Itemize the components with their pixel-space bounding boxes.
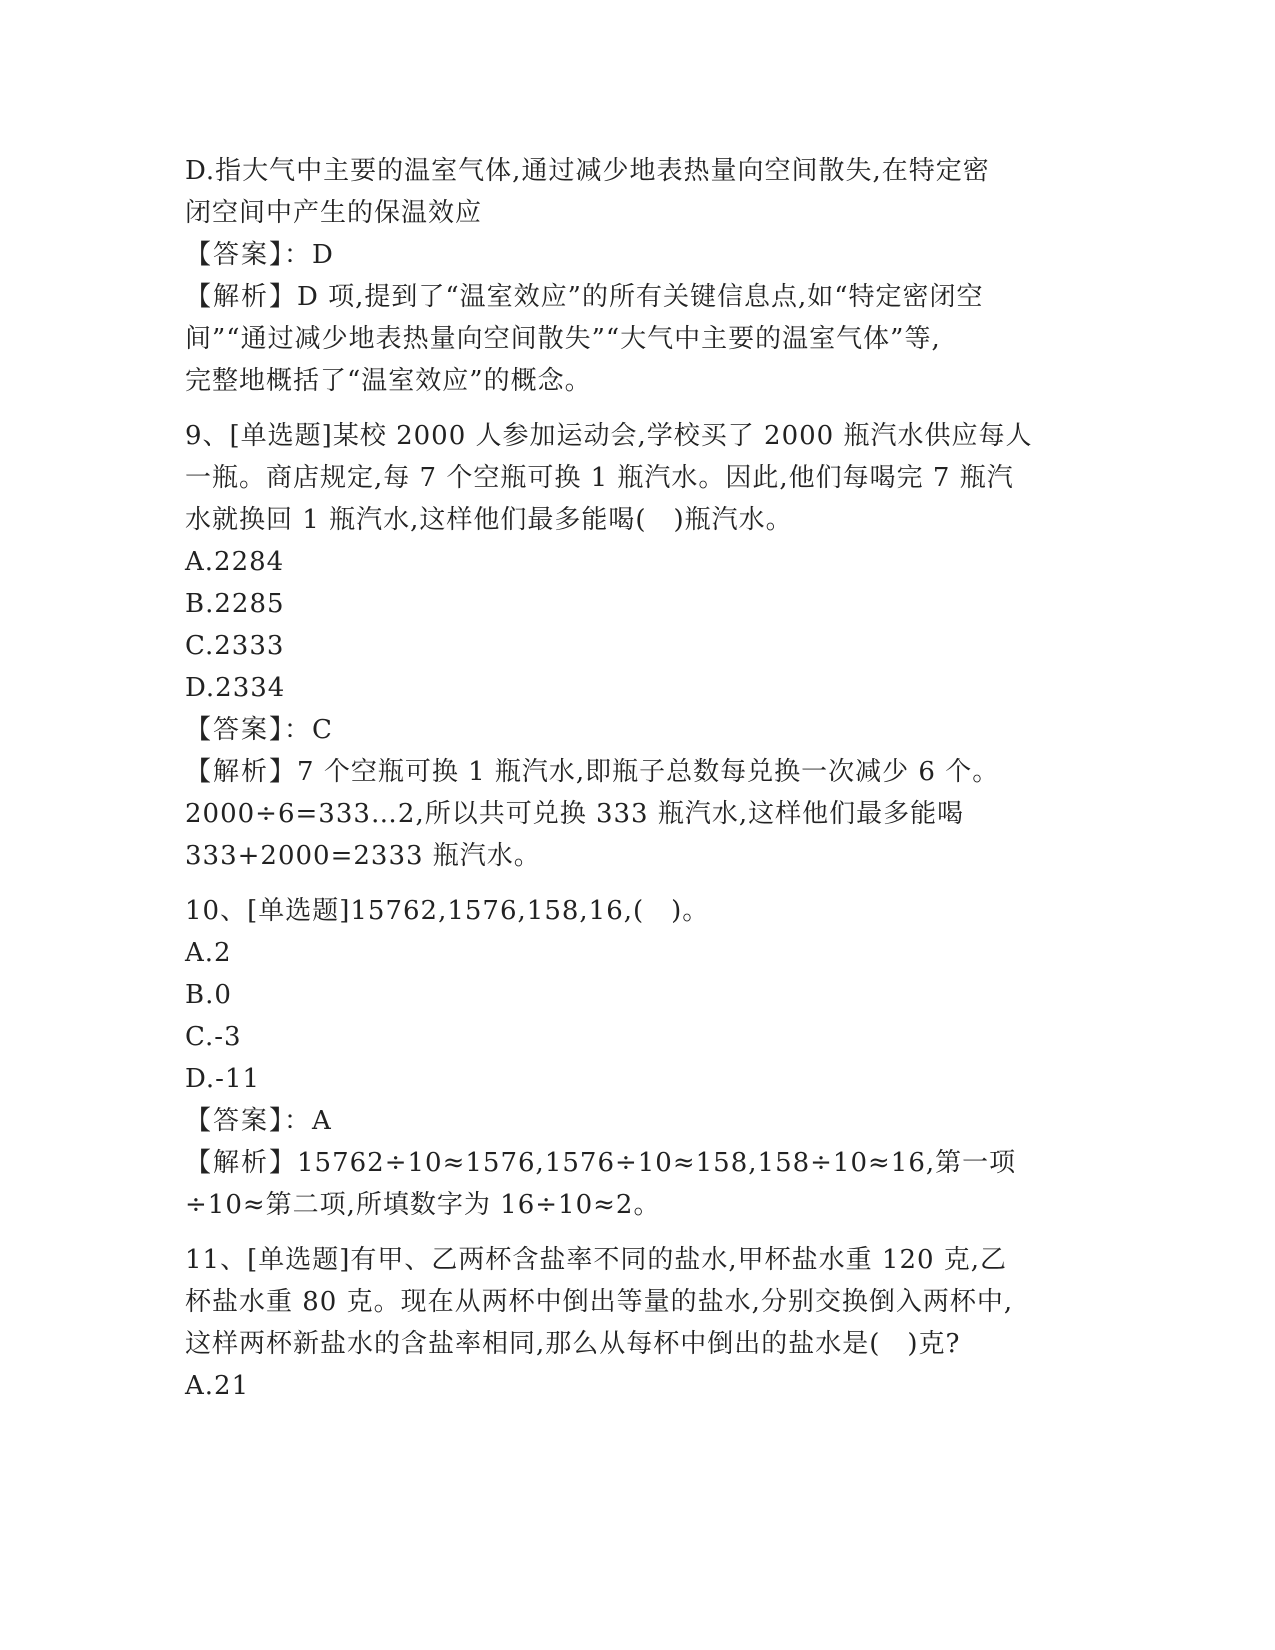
analysis-line-2: 2000÷6=333…2,所以共可兑换 333 瓶汽水,这样他们最多能喝	[185, 799, 965, 829]
analysis-text: 15762÷10≈1576,1576÷10≈158,158÷10≈16,第一项	[297, 1148, 1017, 1178]
analysis-label: 【解析】	[185, 282, 298, 312]
analysis-line-1	[185, 1142, 1085, 1184]
answer-value: C	[312, 715, 333, 745]
option-c: C.-3	[185, 1022, 242, 1052]
option-d-line-1: D.指大气中主要的温室气体,通过减少地表热量向空间散失,在特定密	[185, 156, 990, 186]
answer-label: 【答案】：	[185, 1106, 313, 1136]
answer-line	[185, 234, 1085, 276]
question-stem-line: 水就换回 1 瓶汽水,这样他们最多能喝( )瓶汽水。	[185, 505, 793, 535]
question-stem-line: 这样两杯新盐水的含盐率相同,那么从每杯中倒出的盐水是( )克?	[185, 1329, 961, 1359]
answer-line	[185, 709, 1085, 751]
document-page	[185, 150, 1085, 1407]
analysis-line-3: 完整地概括了“温室效应”的概念。	[185, 366, 592, 396]
analysis-text: 7 个空瓶可换 1 瓶汽水,即瓶子总数每兑换一次减少 6 个。	[297, 757, 1000, 787]
answer-line	[185, 1100, 1085, 1142]
option-a: A.2284	[185, 547, 285, 577]
option-a: A.2	[185, 938, 232, 968]
analysis-text: D 项,提到了“温室效应”的所有关键信息点,如“特定密闭空	[297, 282, 984, 312]
option-b: B.2285	[185, 589, 285, 619]
option-d: D.2334	[185, 673, 286, 703]
answer-label: 【答案】：	[185, 715, 313, 745]
question-stem-line: 11、[单选题]有甲、乙两杯含盐率不同的盐水,甲杯盐水重 120 克,乙	[185, 1245, 1008, 1275]
answer-value: D	[312, 240, 334, 270]
analysis-label: 【解析】	[185, 1148, 298, 1178]
analysis-label: 【解析】	[185, 757, 298, 787]
answer-label: 【答案】：	[185, 240, 313, 270]
question-11	[185, 1239, 1085, 1407]
analysis-line-2: ÷10≈第二项,所填数字为 16÷10≈2。	[185, 1190, 661, 1220]
analysis-line-3: 333+2000=2333 瓶汽水。	[185, 841, 541, 871]
question-10	[185, 890, 1085, 1226]
prev-question	[185, 150, 1085, 402]
answer-value: A	[312, 1106, 332, 1136]
question-9	[185, 415, 1085, 877]
option-a: A.21	[185, 1371, 250, 1401]
question-stem-line: 10、[单选题]15762,1576,158,16,( )。	[185, 896, 710, 926]
question-stem-line: 一瓶。商店规定,每 7 个空瓶可换 1 瓶汽水。因此,他们每喝完 7 瓶汽	[185, 463, 1014, 493]
analysis-line-1	[185, 751, 1085, 793]
analysis-line-1	[185, 276, 1085, 318]
option-b: B.0	[185, 980, 232, 1010]
analysis-line-2: 间”“通过减少地表热量向空间散失”“大气中主要的温室气体”等,	[185, 324, 941, 354]
option-d: D.-11	[185, 1064, 261, 1094]
option-d-line-2: 闭空间中产生的保温效应	[185, 198, 483, 228]
option-c: C.2333	[185, 631, 285, 661]
question-stem-line: 杯盐水重 80 克。现在从两杯中倒出等量的盐水,分别交换倒入两杯中,	[185, 1287, 1014, 1317]
question-stem-line: 9、[单选题]某校 2000 人参加运动会,学校买了 2000 瓶汽水供应每人	[185, 421, 1033, 451]
